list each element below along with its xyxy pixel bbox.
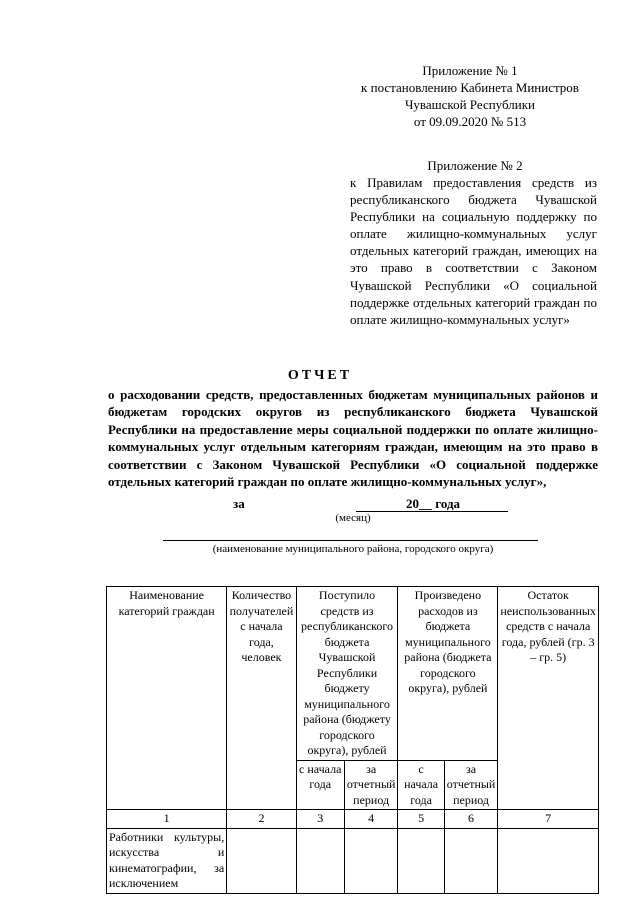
column-number: 3	[296, 810, 344, 829]
header-spent: Произведено расходов из бюджета муниципального района (бюджета городского округа), рублей	[398, 587, 498, 761]
annex2-body: к Правилам предоставления средств из республиканского бюджета Чувашской Республики на социальную поддержку по оплате жилищно-коммунальных услуг отдельных категорий граждан, имеющих на это право в соответствии с Законом Чувашской Республики «О социальной поддержке отдельных категорий граждан по оплате жилищно-коммунальных услуг»	[350, 175, 597, 327]
annex2-title: Приложение № 2	[427, 158, 523, 173]
header-spent-year: с начала года	[398, 760, 444, 810]
column-number: 2	[227, 810, 296, 829]
annex1-line: от 09.09.2020 № 513	[413, 114, 527, 129]
table-row	[107, 828, 599, 893]
row-category-label: Работники культуры, искусства и кинематографии, за исключением	[107, 828, 227, 893]
row-cell	[398, 828, 444, 893]
column-number: 6	[444, 810, 498, 829]
row-cell	[444, 828, 498, 893]
month-caption: (месяц)	[335, 512, 371, 524]
row-cell	[227, 828, 296, 893]
period-year: 20__ года	[406, 496, 461, 511]
municipality-blank	[163, 540, 538, 541]
annex1-line: Чувашской Республики	[404, 97, 536, 112]
row-cell	[498, 828, 599, 893]
annex1-line: Приложение № 1	[422, 63, 518, 78]
municipality-caption: (наименование муниципального района, городского округа)	[212, 543, 494, 555]
header-spent-period: за отчетный период	[444, 760, 498, 810]
report-title: ОТЧЕТ	[287, 368, 353, 383]
period-prefix: за	[233, 496, 245, 511]
column-number: 4	[344, 810, 398, 829]
row-cell	[344, 828, 398, 893]
header-received: Поступило средств из республиканского бюджета Чувашской Республики бюджету муниципального района (бюджету городского округа), рублей	[296, 587, 398, 761]
annex1-line: к постановлению Кабинета Министров	[361, 80, 579, 95]
column-number: 1	[107, 810, 227, 829]
header-recipients: Количество получателей с начала года, человек	[227, 587, 296, 810]
report-subtitle: о расходовании средств, предоставленных бюджетам муниципальных районов и бюджетам городских округов из республиканского бюджета Чувашской Республики на предоставление меры социальной поддержки по оплате жилищно-коммунальных услуг отдельным категориям граждан, имеющим на это право в соответствии с Законом Чувашской Республики «О социальной поддержке отдельных категорий граждан по оплате жилищно-коммунальных услуг»,	[108, 387, 598, 490]
report-table	[106, 586, 599, 894]
header-balance: Остаток неиспользованных средств с начала года, рублей (гр. 3 – гр. 5)	[498, 587, 599, 810]
header-category: Наименование категорий граждан	[107, 587, 227, 810]
column-number: 5	[398, 810, 444, 829]
header-received-year: с начала года	[296, 760, 344, 810]
row-cell	[296, 828, 344, 893]
annex1-header	[330, 62, 610, 130]
header-received-period: за отчетный период	[344, 760, 398, 810]
column-number: 7	[498, 810, 599, 829]
